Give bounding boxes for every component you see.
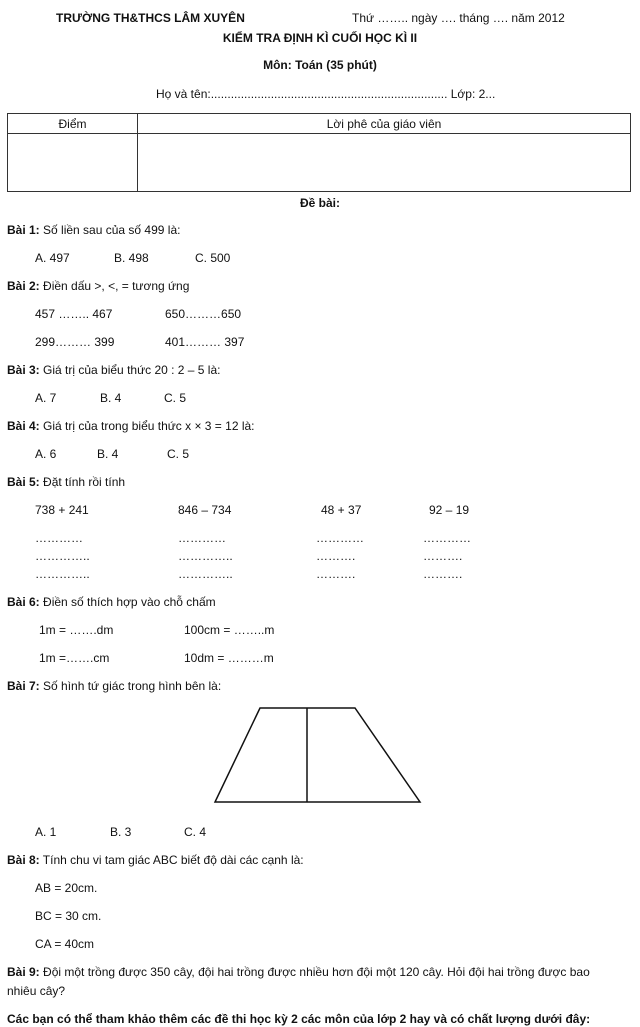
q1-option-b: B. 498 bbox=[114, 251, 149, 265]
question-6-label: Bài 6: bbox=[7, 595, 40, 609]
section-title: Đề bài: bbox=[299, 196, 340, 210]
q5-work-line: ………… bbox=[178, 531, 226, 545]
q5-work-line: ………. bbox=[423, 567, 463, 581]
question-2-label: Bài 2: bbox=[7, 279, 40, 293]
q7-option-b: B. 3 bbox=[110, 825, 132, 839]
exam-title: KIỂM TRA ĐỊNH KÌ CUỐI HỌC KÌ II bbox=[222, 31, 418, 45]
exam-subject: Môn: Toán (35 phút) bbox=[263, 58, 377, 72]
question-1 bbox=[7, 223, 180, 237]
question-1-text: Số liền sau của số 499 là: bbox=[39, 223, 181, 237]
q2-row1-left: 457 …….. 467 bbox=[35, 307, 113, 321]
q6-row1-right: 100cm = ……..m bbox=[184, 623, 275, 637]
q5-work-line: ………….. bbox=[178, 567, 233, 581]
question-9-text: Đội một trồng được 350 cây, đội hai trồng được nhiều hơn đội một 120 cây. Hỏi đội hai trồng được bao bbox=[39, 965, 590, 979]
question-4 bbox=[7, 419, 255, 433]
score-header: Điểm bbox=[8, 114, 138, 134]
q5-work-line: ………… bbox=[316, 531, 364, 545]
question-6-text: Điền số thích hợp vào chỗ chấm bbox=[39, 595, 216, 609]
question-3-text: Giá trị của biểu thức 20 : 2 – 5 là: bbox=[39, 363, 221, 377]
q3-option-a: A. 7 bbox=[35, 391, 57, 405]
grade-table bbox=[7, 113, 631, 192]
date-line: Thứ …….. ngày …. tháng …. năm 2012 bbox=[352, 11, 565, 25]
question-7 bbox=[7, 679, 221, 693]
teacher-comment-cell[interactable] bbox=[138, 134, 631, 192]
q2-row2-right: 401……… 397 bbox=[165, 335, 245, 349]
question-5-text: Đặt tính rồi tính bbox=[39, 475, 126, 489]
q8-side-ab: AB = 20cm. bbox=[35, 881, 98, 895]
question-9-label: Bài 9: bbox=[7, 965, 40, 979]
q2-row2-left: 299……… 399 bbox=[35, 335, 115, 349]
q6-row2-left: 1m =…….cm bbox=[39, 651, 110, 665]
question-3 bbox=[7, 363, 220, 377]
question-4-label: Bài 4: bbox=[7, 419, 40, 433]
question-4-text: Giá trị của trong biểu thức x × 3 = 12 là: bbox=[39, 419, 255, 433]
q5-work-line: ………. bbox=[316, 567, 356, 581]
q5-work-line: ………. bbox=[316, 549, 356, 563]
q3-option-c: C. 5 bbox=[164, 391, 187, 405]
footer-note: Các bạn có thể tham khảo thêm các đề thi học kỳ 2 các môn của lớp 2 hay và có chất lượng dưới đây: bbox=[7, 1012, 591, 1026]
q5-work-line: ………… bbox=[423, 531, 471, 545]
student-name-line: Họ và tên:....................................................................... Lớp: 2... bbox=[156, 87, 496, 101]
question-5 bbox=[7, 475, 125, 489]
question-8-label: Bài 8: bbox=[7, 853, 40, 867]
question-9-text-cont: nhiêu cây? bbox=[7, 984, 66, 998]
question-8 bbox=[7, 853, 304, 867]
q5-problem-4: 92 – 19 bbox=[429, 503, 470, 517]
q5-problem-3: 48 + 37 bbox=[321, 503, 362, 517]
q8-side-bc: BC = 30 cm. bbox=[35, 909, 102, 923]
question-2-text: Điền dấu >, <, = tương ứng bbox=[39, 279, 190, 293]
q4-option-c: C. 5 bbox=[167, 447, 190, 461]
q5-work-line: ………. bbox=[423, 549, 463, 563]
q4-option-b: B. 4 bbox=[97, 447, 119, 461]
q6-row2-right: 10dm = ………m bbox=[184, 651, 274, 665]
score-cell[interactable] bbox=[8, 134, 138, 192]
question-2 bbox=[7, 279, 189, 293]
question-6 bbox=[7, 595, 216, 609]
q3-option-b: B. 4 bbox=[100, 391, 122, 405]
q6-row1-left: 1m = …….dm bbox=[39, 623, 114, 637]
q5-problem-2: 846 – 734 bbox=[178, 503, 232, 517]
question-5-label: Bài 5: bbox=[7, 475, 40, 489]
q5-problem-1: 738 + 241 bbox=[35, 503, 89, 517]
teacher-comment-header: Lời phê của giáo viên bbox=[138, 114, 631, 134]
q1-option-a: A. 497 bbox=[35, 251, 70, 265]
q5-work-line: ………….. bbox=[178, 549, 233, 563]
q1-option-c: C. 500 bbox=[195, 251, 231, 265]
question-3-label: Bài 3: bbox=[7, 363, 40, 377]
question-7-label: Bài 7: bbox=[7, 679, 40, 693]
q2-row1-right: 650………650 bbox=[165, 307, 242, 321]
q5-work-line: ………….. bbox=[35, 567, 90, 581]
trapezoid-figure bbox=[205, 700, 425, 810]
question-9 bbox=[7, 965, 590, 979]
q4-option-a: A. 6 bbox=[35, 447, 57, 461]
q7-option-a: A. 1 bbox=[35, 825, 57, 839]
school-name: TRƯỜNG TH&THCS LÂM XUYÊN bbox=[56, 11, 245, 25]
question-1-label: Bài 1: bbox=[7, 223, 40, 237]
question-7-text: Số hình tứ giác trong hình bên là: bbox=[39, 679, 222, 693]
q8-side-ca: CA = 40cm bbox=[35, 937, 95, 951]
q5-work-line: ………… bbox=[35, 531, 83, 545]
q5-work-line: ………….. bbox=[35, 549, 90, 563]
trapezoid-outline bbox=[215, 708, 420, 802]
q7-option-c: C. 4 bbox=[184, 825, 207, 839]
question-8-text: Tính chu vi tam giác ABC biết độ dài các cạnh là: bbox=[39, 853, 304, 867]
